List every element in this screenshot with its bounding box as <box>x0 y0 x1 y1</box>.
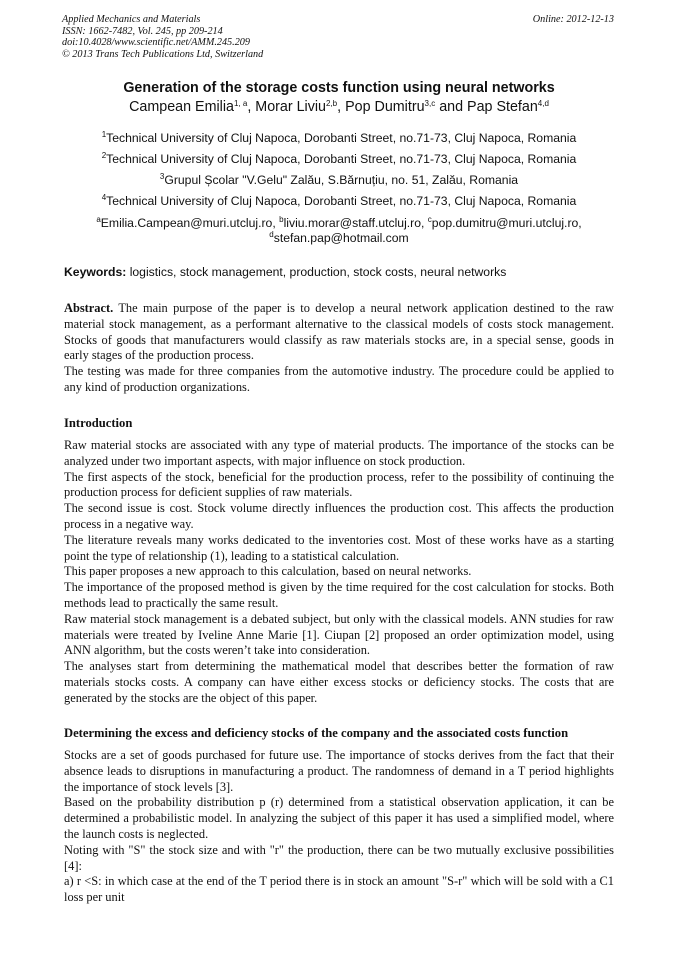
journal-header <box>62 14 614 60</box>
affiliation-text: Grupul Școlar "V.Gelu" Zalău, S.Bărnuțiu, no. 51, Zalău, Romania <box>164 173 519 187</box>
author-name: Pap Stefan <box>467 99 538 115</box>
affiliation-3 <box>0 173 678 187</box>
author-sup: 4,d <box>537 99 549 108</box>
section2-body <box>64 748 614 906</box>
body-paragraph: The first aspects of the stock, beneficial for the production process, refer to the possibility of continuing the production process for deficient supplies of raw materials. <box>64 469 614 500</box>
affiliation-text: Technical University of Cluj Napoca, Dorobanti Street, no.71-73, Cluj Napoca, Romania <box>106 131 577 145</box>
affiliation-text: Technical University of Cluj Napoca, Dorobanti Street, no.71-73, Cluj Napoca, Romania <box>106 152 577 166</box>
abstract-paragraph <box>64 301 614 364</box>
email-b[interactable]: liviu.morar@staff.utcluj.ro, <box>283 216 428 230</box>
affiliation-4 <box>0 194 678 208</box>
author-separator: and <box>435 99 468 115</box>
affiliation-text: Technical University of Cluj Napoca, Dorobanti Street, no.71-73, Cluj Napoca, Romania <box>106 194 577 208</box>
author-emails <box>40 216 638 245</box>
affiliation-sup: 2 <box>101 151 107 160</box>
body-paragraph: Raw material stocks are associated with any type of material products. The importance of the stocks can be analyzed under two important aspects, with major influence on stock production. <box>64 438 614 468</box>
keywords <box>64 265 506 279</box>
doi-line: doi:10.4028/www.scientific.net/AMM.245.209 <box>62 37 250 48</box>
body-paragraph: Raw material stock management is a debated subject, but only with the classical models. ANN studies for raw materials were treated by Iveline Anne Marie [1]. Ciupan [2] proposed an order optimization model, using ANN algorithm, but the costs weren’t take into consideration. <box>64 611 614 658</box>
issn-line: ISSN: 1662-7482, Vol. 245, pp 209-214 <box>62 25 223 37</box>
author-list <box>0 99 678 115</box>
affiliation-sup: 1 <box>101 130 107 139</box>
section-heading-stocks: Determining the excess and deficiency stocks of the company and the associated costs function <box>64 726 569 740</box>
body-paragraph: The analyses start from determining the mathematical model that describes better the formation of raw materials stocks costs. A company can have either excess stocks or deficiency stocks. The costs that are generated by the stocks are the object of this paper. <box>64 659 614 705</box>
body-paragraph: The importance of the proposed method is given by the time required for the cost calculation for stocks. Both methods lead to practically the same result. <box>64 580 614 610</box>
author-name: Morar Liviu <box>255 99 326 115</box>
body-paragraph: Based on the probability distribution p (r) determined from a statistical observation application, it can be determined a probabilistic model. In analyzing the subject of this paper it has used a simplified model, where the launch costs is neglected. <box>64 795 614 841</box>
body-paragraph: a) r <S: in which case at the end of the T period there is in stock an amount "S-r" which will be sold with a C1 loss per unit <box>64 874 614 905</box>
affiliation-sup: 4 <box>101 193 107 202</box>
author-sup: 2,b <box>326 99 338 108</box>
body-paragraph: Noting with "S" the stock size and with "r" the production, there can be two mutually exclusive possibilities [4]: <box>64 842 614 873</box>
keywords-text: logistics, stock management, production, stock costs, neural networks <box>126 265 507 279</box>
email-sup: b <box>279 215 284 224</box>
affiliation-sup: 3 <box>159 172 165 181</box>
email-sup: d <box>269 229 274 239</box>
paper-title: Generation of the storage costs function using neural networks <box>123 80 555 96</box>
author-sup: 3,c <box>424 99 436 108</box>
author-separator: , <box>337 99 346 115</box>
copyright-line: © 2013 Trans Tech Publications Ltd, Switzerland <box>62 48 264 60</box>
abstract <box>64 301 614 396</box>
journal-name: Applied Mechanics and Materials <box>62 14 201 25</box>
body-paragraph: The literature reveals many works dedicated to the inventories cost. Most of these works have as a starting point the type of relationship (1), leading to a statistical calculation. <box>64 532 614 563</box>
keywords-label: Keywords: <box>64 265 127 279</box>
email-c[interactable]: pop.dumitru@muri.utcluj.ro, <box>431 216 582 230</box>
abstract-text: The main purpose of the paper is to develop a neural network application destined to the raw material stock management, as a performant alternative to the classical models of costs stock management. Stocks of goods that manufacturers would classify as raw materials stocks are, in a special sense, goods in early stages of the production process. <box>64 301 614 363</box>
body-paragraph: The second issue is cost. Stock volume directly influences the production cost. This affects the production process in a negative way. <box>64 501 614 531</box>
author-sup: 1, a <box>233 99 248 108</box>
email-d[interactable]: stefan.pap@hotmail.com <box>273 230 409 245</box>
abstract-label: Abstract. <box>64 301 114 315</box>
email-sup: c <box>427 215 432 224</box>
body-paragraph: This paper proposes a new approach to this calculation, based on neural networks. <box>64 564 472 579</box>
abstract-paragraph: The testing was made for three companies from the automotive industry. The procedure could be applied to any kind of production organizations. <box>64 364 614 394</box>
author-separator: , <box>247 99 256 115</box>
body-paragraph: Stocks are a set of goods purchased for future use. The importance of stocks derives from the fact that their absence leads to disruptions in manufacturing a product. The randomness of demand in a T period highlights the importance of stock levels [3]. <box>64 748 614 794</box>
author-name: Pop Dumitru <box>345 99 425 115</box>
introduction-body <box>64 438 614 707</box>
email-sup: a <box>96 215 101 224</box>
online-date: Online: 2012-12-13 <box>532 14 614 25</box>
email-a[interactable]: Emilia.Campean@muri.utcluj.ro, <box>100 216 280 230</box>
section-heading-introduction: Introduction <box>64 416 133 430</box>
author-name: Campean Emilia <box>129 99 234 115</box>
affiliation-2 <box>0 152 678 166</box>
affiliation-1 <box>0 131 678 145</box>
